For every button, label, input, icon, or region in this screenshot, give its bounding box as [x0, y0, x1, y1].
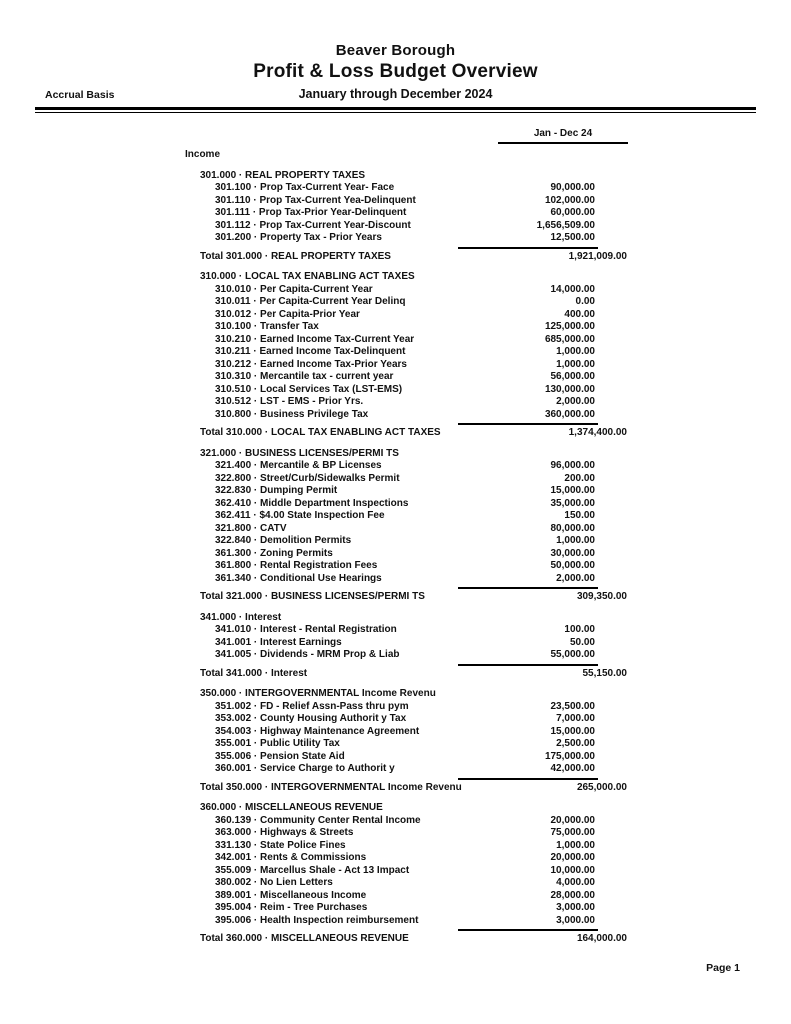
section-header-label: 360.000 · MISCELLANEOUS REVENUE — [200, 802, 383, 813]
report-section — [0, 802, 791, 946]
subtotal-rule — [458, 587, 598, 589]
row-spacer — [418, 915, 556, 928]
row-spacer — [414, 334, 545, 347]
account-amount: 4,000.00 — [556, 877, 595, 888]
section-total-amount: 265,000.00 — [576, 781, 627, 793]
row-spacer — [402, 384, 545, 397]
section-total-amount: 309,350.00 — [576, 591, 627, 602]
section-total-row — [0, 668, 791, 681]
account-label: 341.005 · Dividends - MRM Prop & Liab — [215, 649, 400, 660]
account-label: 355.009 · Marcellus Shale - Act 13 Impact — [215, 864, 410, 876]
account-label: 301.200 · Property Tax - Prior Years — [215, 232, 382, 243]
account-label: 310.512 · LST - EMS - Prior Yrs. — [215, 396, 364, 407]
header-rule — [35, 107, 756, 113]
income-group-label: Income — [185, 149, 221, 160]
account-amount: 15,000.00 — [550, 725, 595, 737]
section-total-label: Total 360.000 · MISCELLANEOUS REVENUE — [200, 933, 409, 944]
account-label: 380.002 · No Lien Letters — [215, 877, 333, 888]
row-spacer — [421, 815, 551, 828]
account-row — [0, 573, 791, 586]
report-title: Profit & Loss Budget Overview — [253, 61, 538, 82]
account-label: 310.100 · Transfer Tax — [215, 321, 319, 332]
row-spacer — [416, 195, 545, 208]
account-amount: 2,000.00 — [556, 396, 595, 407]
account-row — [0, 535, 791, 548]
row-spacer — [393, 371, 550, 384]
section-header-row — [0, 612, 791, 625]
row-spacer — [405, 346, 556, 359]
account-amount: 28,000.00 — [550, 889, 595, 901]
account-label: 341.010 · Interest - Rental Registration — [215, 624, 397, 635]
account-label: 360.001 · Service Charge to Authorit y — [215, 763, 395, 774]
report-section — [0, 612, 791, 681]
row-spacer — [409, 865, 550, 878]
subtotal-rule — [458, 664, 598, 666]
account-label: 301.111 · Prop Tax-Prior Year-Delinquent — [215, 207, 407, 218]
account-row — [0, 321, 791, 334]
income-group-row — [0, 149, 791, 162]
account-label: 361.340 · Conditional Use Hearings — [215, 572, 382, 584]
row-spacer — [366, 852, 550, 865]
account-label: 354.003 · Highway Maintenance Agreement — [215, 725, 420, 737]
account-amount: 10,000.00 — [550, 864, 595, 876]
section-total-amount: 1,374,400.00 — [568, 427, 627, 438]
report-section — [0, 271, 791, 440]
account-amount: 175,000.00 — [544, 750, 595, 762]
account-row — [0, 309, 791, 322]
section-header-row — [0, 170, 791, 183]
row-spacer — [363, 396, 556, 409]
report-date-range: January through December 2024 — [298, 87, 493, 101]
row-spacer — [399, 649, 550, 662]
row-spacer — [407, 359, 556, 372]
account-amount: 60,000.00 — [550, 207, 595, 218]
section-header-label: 341.000 · Interest — [200, 611, 282, 623]
row-spacer — [397, 624, 565, 637]
section-total-amount: 1,921,009.00 — [568, 250, 627, 262]
row-spacer — [385, 510, 565, 523]
account-label: 360.139 · Community Center Rental Income — [215, 814, 421, 826]
account-amount: 1,656,509.00 — [536, 219, 595, 231]
section-header-row — [0, 802, 791, 815]
section-total-amount: 164,000.00 — [576, 933, 627, 944]
account-amount: 685,000.00 — [544, 333, 595, 345]
account-amount: 150.00 — [564, 510, 595, 521]
account-amount: 12,500.00 — [550, 232, 595, 243]
subtotal-rule — [458, 929, 598, 931]
account-amount: 2,500.00 — [556, 738, 595, 749]
section-total-row — [0, 782, 791, 795]
account-row — [0, 195, 791, 208]
section-total-row — [0, 427, 791, 440]
row-spacer — [425, 591, 577, 604]
account-row — [0, 877, 791, 890]
account-amount: 3,000.00 — [556, 914, 595, 926]
account-row — [0, 396, 791, 409]
account-row — [0, 232, 791, 245]
row-spacer — [351, 535, 556, 548]
account-label: 342.001 · Rents & Commissions — [215, 852, 367, 863]
account-row — [0, 726, 791, 739]
report-section — [0, 448, 791, 604]
report-content — [0, 149, 791, 946]
section-total-label: Total 350.000 · INTERGOVERNMENTAL Income Revenu — [200, 781, 462, 793]
account-amount: 1,000.00 — [556, 358, 595, 370]
account-amount: 20,000.00 — [550, 814, 595, 826]
account-amount: 360,000.00 — [544, 408, 595, 420]
account-amount: 3,000.00 — [556, 902, 595, 913]
account-label: 310.210 · Earned Income Tax-Current Year — [215, 333, 415, 345]
section-total-row — [0, 933, 791, 946]
account-row — [0, 815, 791, 828]
account-label: 362.410 · Middle Department Inspections — [215, 497, 409, 509]
account-row — [0, 701, 791, 714]
account-label: 395.006 · Health Inspection reimbursement — [215, 914, 419, 926]
account-amount: 50,000.00 — [550, 560, 595, 571]
account-label: 310.510 · Local Services Tax (LST-EMS) — [215, 383, 403, 395]
account-amount: 1,000.00 — [556, 346, 595, 357]
account-label: 321.800 · CATV — [215, 522, 287, 534]
account-amount: 96,000.00 — [550, 460, 595, 471]
account-amount: 42,000.00 — [550, 763, 595, 774]
row-spacer — [373, 284, 551, 297]
row-spacer — [395, 763, 551, 776]
account-row — [0, 371, 791, 384]
account-label: 361.300 · Zoning Permits — [215, 547, 333, 559]
account-label: 363.000 · Highways & Streets — [215, 827, 354, 838]
account-amount: 400.00 — [564, 308, 595, 320]
account-row — [0, 902, 791, 915]
account-amount: 55,000.00 — [550, 649, 595, 660]
account-amount: 14,000.00 — [550, 283, 595, 295]
account-label: 310.800 · Business Privilege Tax — [215, 408, 369, 420]
account-label: 361.800 · Rental Registration Fees — [215, 560, 378, 571]
subtotal-rule — [458, 778, 598, 780]
account-amount: 50.00 — [569, 636, 595, 648]
section-total-row — [0, 591, 791, 604]
account-label: 310.310 · Mercantile tax - current year — [215, 371, 394, 382]
account-amount: 35,000.00 — [550, 497, 595, 509]
row-spacer — [406, 207, 550, 220]
section-header-label: 321.000 · BUSINESS LICENSES/PERMI TS — [200, 447, 399, 459]
row-spacer — [333, 548, 551, 561]
row-spacer — [353, 827, 550, 840]
page-number: Page 1 — [706, 962, 740, 974]
account-label: 395.004 · Reim - Tree Purchases — [215, 902, 368, 913]
account-row — [0, 460, 791, 473]
account-row — [0, 865, 791, 878]
account-label: 310.211 · Earned Income Tax-Delinquent — [215, 346, 406, 357]
row-spacer — [368, 409, 545, 422]
account-row — [0, 498, 791, 511]
account-amount: 90,000.00 — [550, 182, 595, 193]
account-row — [0, 207, 791, 220]
account-amount: 200.00 — [564, 472, 595, 484]
account-row — [0, 713, 791, 726]
report-section — [0, 688, 791, 794]
account-label: 301.110 · Prop Tax-Current Yea-Delinquent — [215, 194, 416, 206]
row-spacer — [287, 523, 551, 536]
row-spacer — [441, 427, 569, 440]
account-amount: 2,000.00 — [556, 572, 595, 584]
account-row — [0, 852, 791, 865]
subtotal-rule — [458, 423, 598, 425]
account-label: 301.112 · Prop Tax-Current Year-Discount — [215, 219, 411, 231]
account-label: 353.002 · County Housing Authorit y Tax — [215, 713, 407, 724]
account-amount: 130,000.00 — [544, 383, 595, 395]
section-header-row — [0, 448, 791, 461]
row-spacer — [391, 251, 569, 264]
account-row — [0, 473, 791, 486]
account-amount: 0.00 — [575, 296, 595, 307]
row-spacer — [307, 668, 582, 681]
row-spacer — [400, 473, 565, 486]
row-spacer — [346, 840, 556, 853]
row-spacer — [394, 182, 550, 195]
section-total-amount: 55,150.00 — [582, 667, 627, 679]
account-amount: 1,000.00 — [556, 535, 595, 546]
account-label: 301.100 · Prop Tax-Current Year- Face — [215, 182, 395, 193]
row-spacer — [409, 933, 577, 946]
account-row — [0, 523, 791, 536]
account-row — [0, 840, 791, 853]
row-spacer — [405, 296, 575, 309]
account-row — [0, 827, 791, 840]
row-spacer — [366, 890, 550, 903]
account-row — [0, 560, 791, 573]
section-total-label: Total 321.000 · BUSINESS LICENSES/PERMI TS — [200, 591, 425, 602]
account-row — [0, 649, 791, 662]
account-row — [0, 409, 791, 422]
section-total-label: Total 341.000 · Interest — [200, 667, 308, 679]
account-label: 389.001 · Miscellaneous Income — [215, 889, 367, 901]
account-row — [0, 284, 791, 297]
account-label: 322.830 · Dumping Permit — [215, 485, 338, 496]
account-amount: 30,000.00 — [550, 547, 595, 559]
account-amount: 102,000.00 — [544, 194, 595, 206]
account-label: 331.130 · State Police Fines — [215, 839, 346, 851]
section-header-row — [0, 688, 791, 701]
subtotal-rule — [458, 247, 598, 249]
account-amount: 1,000.00 — [556, 839, 595, 851]
account-row — [0, 359, 791, 372]
account-row — [0, 296, 791, 309]
account-row — [0, 548, 791, 561]
row-spacer — [411, 220, 537, 233]
account-row — [0, 890, 791, 903]
row-spacer — [345, 751, 545, 764]
row-spacer — [419, 726, 550, 739]
row-spacer — [409, 701, 551, 714]
account-label: 351.002 · FD - Relief Assn-Pass thru pym — [215, 700, 409, 712]
row-spacer — [377, 560, 550, 573]
account-amount: 7,000.00 — [556, 713, 595, 724]
report-body — [0, 170, 791, 946]
section-header-label: 301.000 · REAL PROPERTY TAXES — [200, 169, 366, 181]
row-spacer — [462, 782, 577, 795]
row-spacer — [342, 637, 570, 650]
account-label: 310.010 · Per Capita-Current Year — [215, 283, 373, 295]
row-spacer — [408, 498, 550, 511]
company-name: Beaver Borough — [335, 42, 456, 59]
account-label: 310.212 · Earned Income Tax-Prior Years — [215, 358, 407, 370]
row-spacer — [382, 232, 551, 245]
account-amount: 23,500.00 — [550, 700, 595, 712]
account-row — [0, 915, 791, 928]
account-amount: 125,000.00 — [544, 321, 595, 332]
account-row — [0, 485, 791, 498]
row-spacer — [382, 460, 551, 473]
section-header-row — [0, 271, 791, 284]
row-spacer — [337, 485, 550, 498]
account-row — [0, 637, 791, 650]
account-row — [0, 738, 791, 751]
account-amount: 75,000.00 — [550, 827, 595, 838]
section-header-label: 350.000 · INTERGOVERNMENTAL Income Revenu — [200, 688, 436, 699]
subheader-row — [0, 87, 791, 102]
accounting-basis-label: Accrual Basis — [45, 89, 115, 101]
row-spacer — [360, 309, 565, 322]
section-total-label: Total 301.000 · REAL PROPERTY TAXES — [200, 250, 391, 262]
account-label: 355.001 · Public Utility Tax — [215, 738, 340, 749]
row-spacer — [340, 738, 556, 751]
account-row — [0, 510, 791, 523]
account-row — [0, 751, 791, 764]
account-amount: 15,000.00 — [550, 485, 595, 496]
account-row — [0, 346, 791, 359]
account-amount: 20,000.00 — [550, 852, 595, 863]
account-label: 322.800 · Street/Curb/Sidewalks Permit — [215, 472, 400, 484]
account-row — [0, 334, 791, 347]
row-spacer — [406, 713, 556, 726]
account-label: 362.411 · $4.00 State Inspection Fee — [215, 510, 385, 521]
section-total-label: Total 310.000 · LOCAL TAX ENABLING ACT TAXES — [200, 427, 441, 438]
account-row — [0, 763, 791, 776]
account-row — [0, 384, 791, 397]
row-spacer — [367, 902, 556, 915]
account-amount: 56,000.00 — [550, 371, 595, 382]
account-label: 341.001 · Interest Earnings — [215, 636, 342, 648]
account-row — [0, 220, 791, 233]
account-label: 322.840 · Demolition Permits — [215, 535, 352, 546]
row-spacer — [382, 573, 556, 586]
row-spacer — [319, 321, 545, 334]
account-row — [0, 182, 791, 195]
section-total-row — [0, 251, 791, 264]
section-header-label: 310.000 · LOCAL TAX ENABLING ACT TAXES — [200, 271, 415, 282]
account-amount: 100.00 — [564, 624, 595, 635]
report-section — [0, 170, 791, 264]
account-label: 355.006 · Pension State Aid — [215, 750, 345, 762]
account-label: 310.012 · Per Capita-Prior Year — [215, 308, 360, 320]
account-amount: 80,000.00 — [550, 522, 595, 534]
row-spacer — [333, 877, 556, 890]
account-row — [0, 624, 791, 637]
account-label: 321.400 · Mercantile & BP Licenses — [215, 460, 382, 471]
account-label: 310.011 · Per Capita-Current Year Delinq — [215, 296, 406, 307]
amount-column-header: Jan - Dec 24 — [498, 128, 628, 144]
